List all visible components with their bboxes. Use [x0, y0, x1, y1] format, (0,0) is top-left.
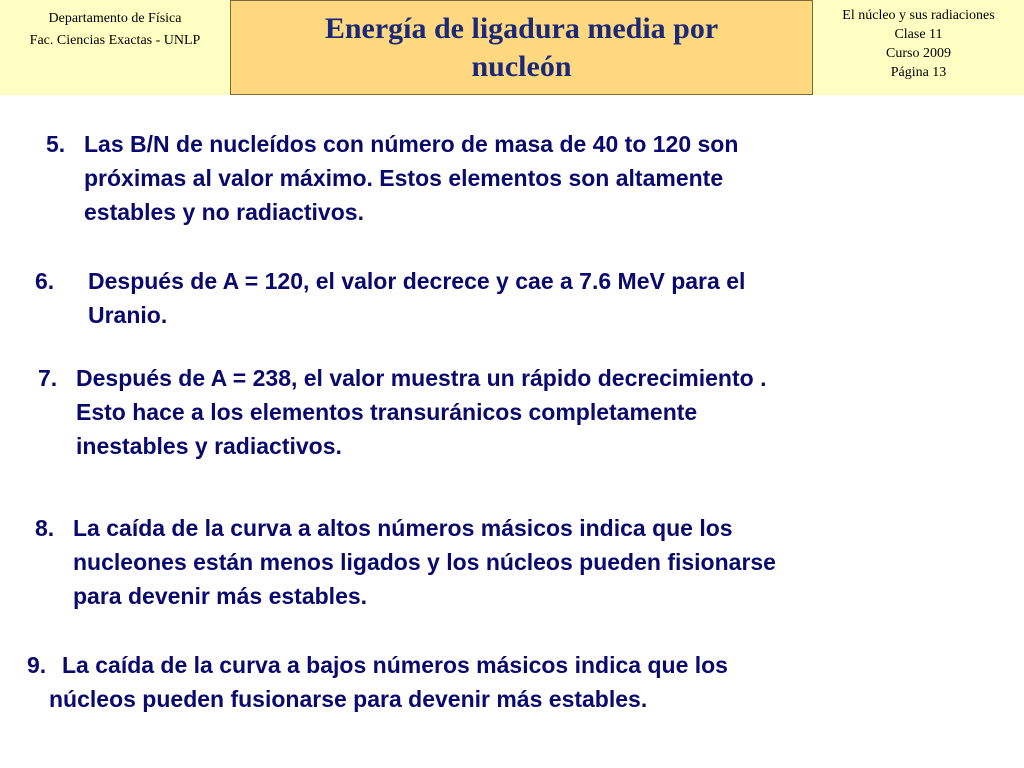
item-line: Las B/N de nucleídos con número de masa de 40 to 120 son: [84, 131, 739, 157]
course-year: Curso 2009: [886, 46, 951, 61]
header-course-info: [813, 0, 1024, 95]
course-name: El núcleo y sus radiaciones: [842, 8, 995, 23]
list-item-7: [38, 361, 958, 463]
slide-title-box: [230, 0, 813, 95]
list-item-6: [35, 264, 935, 332]
department-label: Departamento de Física: [48, 11, 182, 26]
item-line: La caída de la curva a bajos números másicos indica que los: [62, 652, 728, 678]
item-line: La caída de la curva a altos números másicos indica que los: [73, 515, 733, 541]
slide-title: Energía de ligadura media por nucleón: [324, 11, 719, 83]
list-item-8: [35, 511, 975, 613]
item-line: Uranio.: [88, 302, 168, 328]
page-number: Página 13: [890, 65, 947, 80]
item-number: 8.: [35, 515, 55, 541]
list-item-9: [27, 648, 927, 716]
item-number: 6.: [35, 268, 55, 294]
item-number: 5.: [46, 131, 66, 157]
item-line: inestables y radiactivos.: [76, 433, 342, 459]
list-item-5: [46, 127, 946, 229]
item-number: 9.: [27, 652, 47, 678]
item-line: Esto hace a los elementos transuránicos completamente: [76, 399, 698, 425]
item-line: núcleos pueden fusionarse para devenir más estables.: [49, 686, 648, 712]
faculty-label: Fac. Ciencias Exactas - UNLP: [29, 33, 201, 48]
item-line: Después de A = 120, el valor decrece y cae a 7.6 MeV para el: [88, 268, 746, 294]
class-number: Clase 11: [894, 27, 943, 42]
item-line: estables y no radiactivos.: [84, 199, 364, 225]
item-line: próximas al valor máximo. Estos elementos son altamente: [84, 165, 724, 191]
item-line: para devenir más estables.: [73, 583, 368, 609]
header-institution: [0, 0, 230, 95]
item-line: nucleones están menos ligados y los núcleos pueden fisionarse: [73, 549, 776, 575]
item-number: 7.: [38, 365, 58, 391]
item-line: Después de A = 238, el valor muestra un rápido decrecimiento .: [76, 365, 767, 391]
